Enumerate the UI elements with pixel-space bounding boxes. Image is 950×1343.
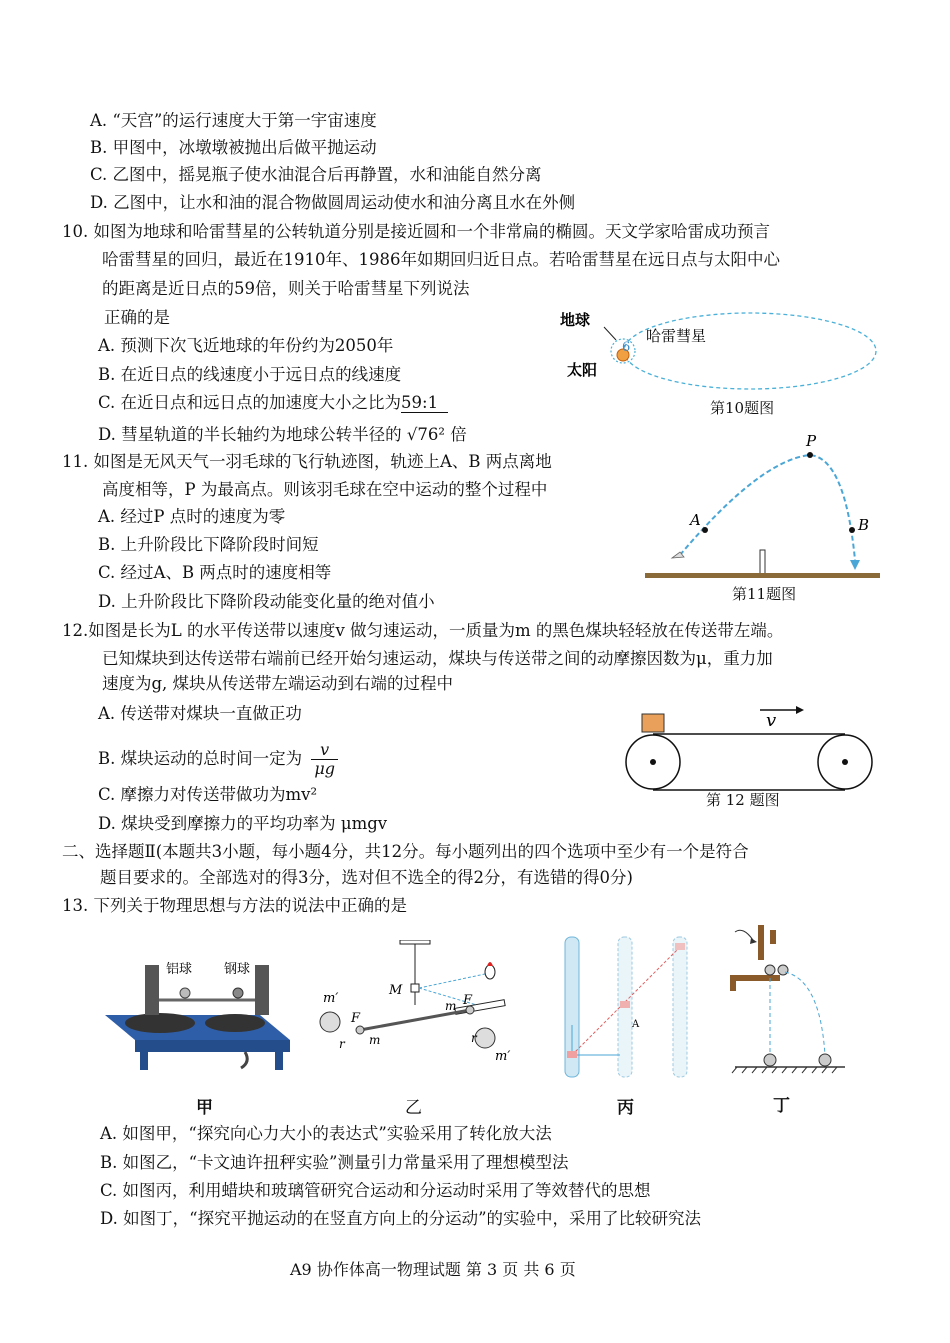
right-wheel xyxy=(205,1014,265,1032)
wax-block-3 xyxy=(675,943,685,950)
section2-line-2: 题目要求的。全部选对的得3分，选对但不选全的得2分，有选错的得0分) xyxy=(100,868,633,887)
q10-option-c-ratio: 59:1 xyxy=(401,393,448,413)
hammer-post xyxy=(758,925,764,960)
q12-option-a: A. 传送带对煤块一直做正功 xyxy=(98,704,302,723)
point-p xyxy=(807,452,813,458)
comet-orbit xyxy=(624,313,876,389)
coal-block xyxy=(642,714,664,732)
q12-fraction-den: μg xyxy=(314,759,336,778)
ball-projected xyxy=(778,965,788,975)
projectile-path xyxy=(785,972,825,1055)
tube-3 xyxy=(673,937,687,1077)
q12-figure xyxy=(620,698,880,798)
wax-block-2 xyxy=(620,1001,630,1008)
projectile-comparison-diagram xyxy=(725,920,850,1080)
label-m-prime-right: m′ xyxy=(495,1049,511,1064)
point-b xyxy=(849,527,855,533)
ball-landed-left xyxy=(764,1054,776,1066)
q13-figure-ding xyxy=(725,920,850,1080)
label-p: P xyxy=(806,432,817,450)
left-column xyxy=(145,965,159,1015)
comet-label: 哈雷彗星 xyxy=(646,327,707,345)
q9-option-c: C. 乙图中，摇晃瓶子使水油混合后再静置，水和油能自然分离 xyxy=(90,165,542,184)
base-leg-right xyxy=(275,1050,283,1070)
shuttlecock-trajectory xyxy=(680,455,855,560)
ball-dropped xyxy=(765,965,775,975)
platform xyxy=(730,975,780,981)
q9-option-a: A. “天宫”的运行速度大于第一宇宙速度 xyxy=(90,111,377,130)
q12-stem-line-2: 已知煤块到达传送带右端前已经开始匀速运动，煤块与传送带之间的动摩擦因数为μ，重力加 xyxy=(102,649,773,668)
q10-option-c xyxy=(98,392,448,414)
q11-option-d: D. 上升阶段比下降阶段动能变化量的绝对值小 xyxy=(98,592,435,611)
q11-option-b: B. 上升阶段比下降阶段时间短 xyxy=(98,535,319,554)
hammer-arrow xyxy=(735,930,753,940)
section2-line-1: 二、选择题Ⅱ(本题共3小题，每小题4分，共12分。每小题列出的四个选项中至少有一个是符合 xyxy=(62,842,749,861)
earth-label: 地球 xyxy=(560,311,591,329)
q13-figure-bing xyxy=(560,935,700,1080)
trajectory-arrow xyxy=(850,560,860,570)
q12-option-b-text: B. 煤块运动的总时间一定为 xyxy=(98,749,303,768)
q12-option-b xyxy=(98,741,338,778)
label-m-prime-left: m′ xyxy=(323,991,339,1006)
steel-ball-label: 钢球 xyxy=(224,962,251,977)
q13-option-a: A. 如图甲，“探究向心力大小的表达式”实验采用了转化放大法 xyxy=(100,1124,552,1143)
label-F-right: F xyxy=(463,993,473,1008)
q11-caption: 第11题图 xyxy=(732,585,797,603)
label-M: M xyxy=(389,983,403,998)
q10-stem-line-4: 正确的是 xyxy=(104,308,170,327)
left-axle xyxy=(650,759,656,765)
q11-stem-line-1: 11. 如图是无风天气一羽毛球的飞行轨迹图，轨迹上A、B 两点离地 xyxy=(62,452,552,471)
light-source xyxy=(485,965,495,979)
q13-label-ding: 丁 xyxy=(773,1096,790,1116)
label-bing-a: A xyxy=(632,1019,640,1030)
sun-label: 太阳 xyxy=(567,361,598,379)
velocity-arrowhead xyxy=(796,706,804,714)
hammer-head xyxy=(770,930,776,944)
q9-option-d: D. 乙图中，让水和油的混合物做圆周运动使水和油分离且水在外侧 xyxy=(90,193,576,212)
q10-caption: 第10题图 xyxy=(710,399,775,417)
q13-option-b: B. 如图乙，“卡文迪许扭秤实验”测量引力常量采用了理想模型法 xyxy=(100,1153,569,1172)
q13-option-c: C. 如图丙，利用蜡块和玻璃管研究合运动和分运动时采用了等效替代的思想 xyxy=(100,1181,651,1200)
q10-option-d: D. 彗星轨道的半长轴约为地球公转半径的 √76² 倍 xyxy=(98,425,467,444)
base-leg-left xyxy=(140,1050,148,1070)
q12-conveyor-diagram xyxy=(620,698,880,798)
q12-option-c: C. 摩擦力对传送带做功为mv² xyxy=(98,785,318,804)
q10-stem-line-1: 10. 如图为地球和哈雷彗星的公转轨道分别是接近圆和一个非常扁的椭圆。天文学家哈雷成功预言 xyxy=(62,222,770,241)
q13-stem: 13. 下列关于物理思想与方法的说法中正确的是 xyxy=(62,896,407,915)
q11-stem-line-2: 高度相等，P 为最高点。则该羽毛球在空中运动的整个过程中 xyxy=(102,480,548,499)
q9-option-b: B. 甲图中，冰墩墩被抛出后做平抛运动 xyxy=(90,138,377,157)
mirror xyxy=(411,984,419,992)
q11-trajectory-diagram xyxy=(640,430,885,580)
base-front xyxy=(135,1040,290,1052)
aluminum-ball xyxy=(180,988,190,998)
q12-fraction xyxy=(311,741,338,778)
page-footer: A9 协作体高一物理试题 第 3 页 共 6 页 xyxy=(290,1260,576,1279)
light-flame xyxy=(487,962,493,966)
glass-tube-diagram xyxy=(560,935,700,1080)
crank-handle xyxy=(241,1052,247,1068)
point-a xyxy=(702,527,708,533)
big-ball-left xyxy=(320,1012,340,1032)
light-beam-in xyxy=(419,974,485,988)
torsion-rod xyxy=(360,1010,470,1030)
q12-stem-line-1: 12.如图是长为L 的水平传送带以速度v 做匀速运动，一质量为m 的黑色煤块轻轻放在传送带左端。 xyxy=(62,621,784,640)
right-column xyxy=(255,965,269,1015)
q13-label-yi: 乙 xyxy=(405,1098,422,1118)
q10-stem-line-3: 的距离是近日点的59倍，则关于哈雷彗星下列说法 xyxy=(102,279,470,298)
centripetal-force-apparatus xyxy=(100,945,295,1080)
label-b: B xyxy=(858,516,870,534)
earth-pointer xyxy=(604,327,616,340)
platform-leg xyxy=(730,975,736,991)
q11-figure xyxy=(640,430,885,580)
q12-stem-line-3: 速度为g, 煤块从传送带左端运动到右端的过程中 xyxy=(102,674,454,693)
label-a: A xyxy=(690,511,701,529)
left-wheel xyxy=(125,1013,195,1033)
hammer-arrowhead xyxy=(750,938,757,944)
q13-figure-yi xyxy=(315,940,525,1075)
ground xyxy=(645,573,880,578)
q12-fraction-num: v xyxy=(311,741,338,760)
q10-option-c-text: C. 在近日点和远日点的加速度大小之比为 xyxy=(98,393,402,412)
q11-option-c: C. 经过A、B 两点时的速度相等 xyxy=(98,563,332,582)
label-m-right: m xyxy=(445,999,457,1013)
label-m-left: m xyxy=(369,1033,381,1047)
ceiling xyxy=(400,940,430,944)
q13-label-bing: 丙 xyxy=(617,1098,634,1118)
ground-hatch xyxy=(732,1067,837,1073)
torsion-balance-diagram xyxy=(315,940,525,1075)
aluminum-ball-label: 铝球 xyxy=(166,962,193,977)
net-post xyxy=(760,550,765,574)
q12-option-d: D. 煤块受到摩擦力的平均功率为 μmgv xyxy=(98,814,388,833)
q10-option-b: B. 在近日点的线速度小于远日点的线速度 xyxy=(98,365,402,384)
velocity-label: v xyxy=(766,710,777,731)
sun-mark: 6 xyxy=(622,340,631,355)
q13-label-jia: 甲 xyxy=(196,1098,213,1118)
wax-block-1 xyxy=(567,1051,577,1058)
small-ball-left xyxy=(356,1026,364,1034)
steel-ball xyxy=(233,988,243,998)
big-ball-right xyxy=(475,1028,495,1048)
q13-figure-jia xyxy=(100,945,295,1080)
q12-caption: 第 12 题图 xyxy=(706,791,780,809)
label-r-right: r xyxy=(471,1031,477,1045)
right-axle xyxy=(842,759,848,765)
label-r-left: r xyxy=(339,1037,345,1051)
q10-stem-line-2: 哈雷彗星的回归，最近在1910年、1986年如期回归近日点。若哈雷彗星在远日点与太阳中心 xyxy=(102,250,780,269)
ball-landed-right xyxy=(819,1054,831,1066)
q10-option-a: A. 预测下次飞近地球的年份约为2050年 xyxy=(98,336,394,355)
q11-option-a: A. 经过P 点时的速度为零 xyxy=(98,507,286,526)
q13-option-d: D. 如图丁，“探究平抛运动的在竖直方向上的分运动”的实验中，采用了比较研究法 xyxy=(100,1209,702,1228)
label-F-left: F xyxy=(351,1011,361,1026)
